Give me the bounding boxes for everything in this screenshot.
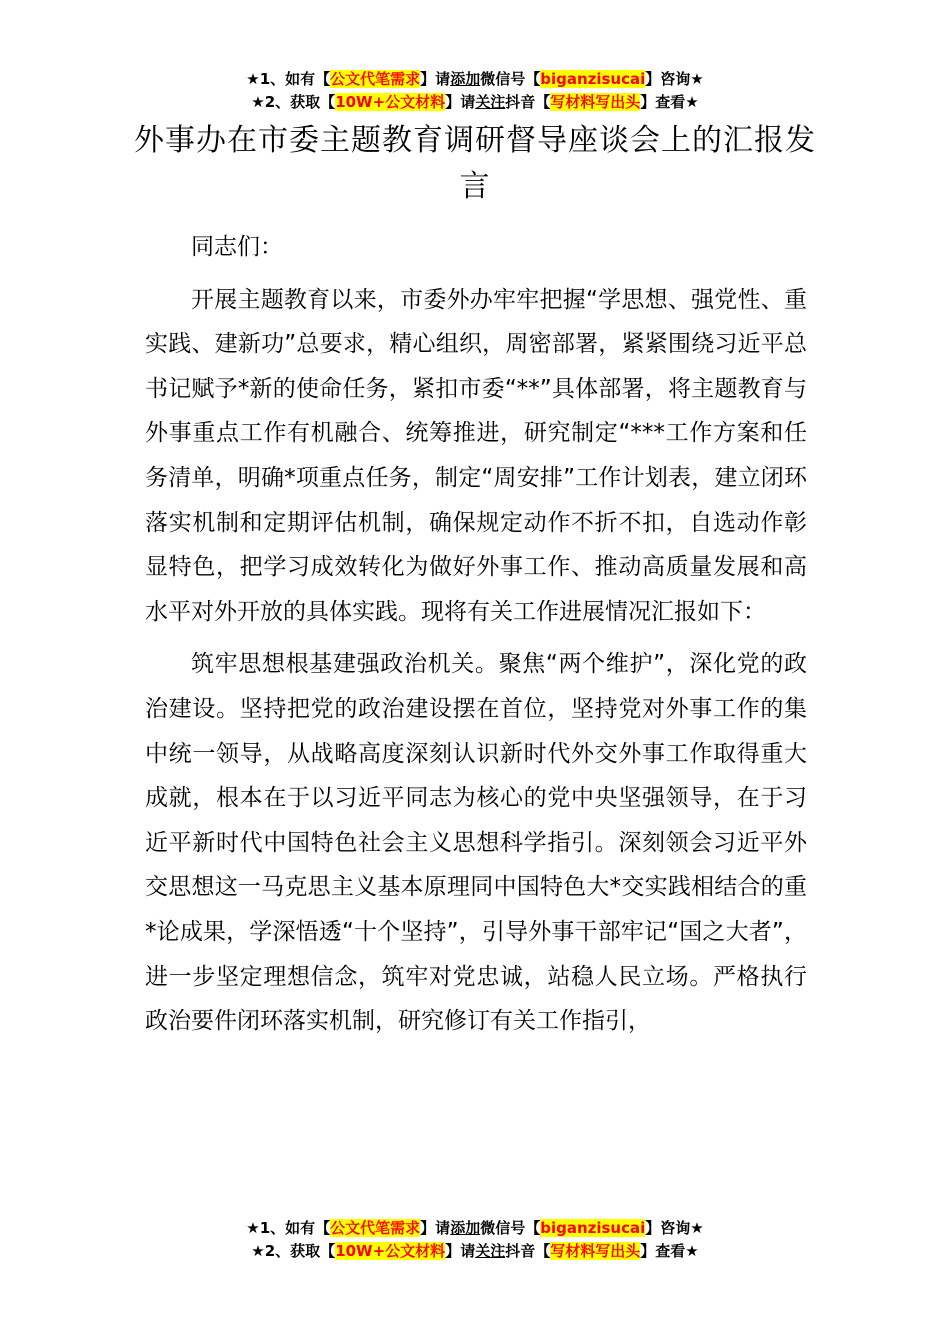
paragraph: 开展主题教育以来，市委外办牢牢把握“学思想、强党性、重实践、建新功”总要求，精心组织，周密部署，紧紧围绕习近平总书记赋予*新的使命任务，紧扣市委“**”具体部署，将主题教育与外事重点工作有机融合、统筹推进，研究制定“***工作方案和任务清单，明确*项重点任务，制定“周安排”工作计划表，建立闭环落实机制和定期评估机制，确保规定动作不折不扣，自选动作彰显特色，把学习成效转化为做好外事工作、推动高质量发展和高水平对外开放的具体实践。现将有关工作进展情况汇报如下： (145, 286, 807, 625)
banner-line-1: ★1、如有【公文代笔需求】请添加微信号【biganzisucai】咨询★ (246, 1219, 704, 1237)
document-body (145, 225, 807, 1052)
paragraph: 筑牢思想根基建强政治机关。聚焦“两个维护”，深化党的政治建设。坚持把党的政治建设摆在首位，坚持党对外事工作的集中统一领导，从战略高度深刻认识新时代外交外事工作取得重大成就，根本在于以习近平同志为核心的党中央坚强领导，在于习近平新时代中国特色社会主义思想科学指引。深刻领会习近平外交思想这一马克思主义基本原理同中国特色大*交实践相结合的重*论成果，学深悟透“十个坚持”，引导外事干部牢记“国之大者”，进一步坚定理想信念，筑牢对党忠诚，站稳人民立场。严格执行政治要件闭环落实机制，研究修订有关工作指引， (145, 651, 807, 1035)
banner-line-1: ★1、如有【公文代笔需求】请添加微信号【biganzisucai】咨询★ (246, 70, 704, 88)
banner-douyin-id: 写材料写出头 (550, 1242, 641, 1260)
banner-line-2: ★2、获取【10W+公文材料】请关注抖音【写材料写出头】查看★ (251, 93, 699, 111)
banner-highlight: 10W+公文材料 (335, 93, 446, 111)
banner-wechat-id: biganzisucai (540, 1219, 646, 1237)
banner-highlight: 10W+公文材料 (335, 1242, 446, 1260)
header-banner (0, 68, 950, 114)
banner-highlight: 公文代笔需求 (330, 70, 421, 88)
footer-banner (0, 1217, 950, 1263)
banner-underline: 添加 (450, 70, 481, 88)
document-title: 外事办在市委主题教育调研督导座谈会上的汇报发言 (134, 123, 816, 204)
paragraph-salutation: 同志们： (191, 234, 283, 260)
banner-line-2: ★2、获取【10W+公文材料】请关注抖音【写材料写出头】查看★ (251, 1242, 699, 1260)
banner-underline: 关注 (475, 93, 506, 111)
banner-douyin-id: 写材料写出头 (550, 93, 641, 111)
banner-underline: 关注 (475, 1242, 506, 1260)
banner-wechat-id: biganzisucai (540, 70, 646, 88)
banner-highlight: 公文代笔需求 (330, 1219, 421, 1237)
banner-underline: 添加 (450, 1219, 481, 1237)
